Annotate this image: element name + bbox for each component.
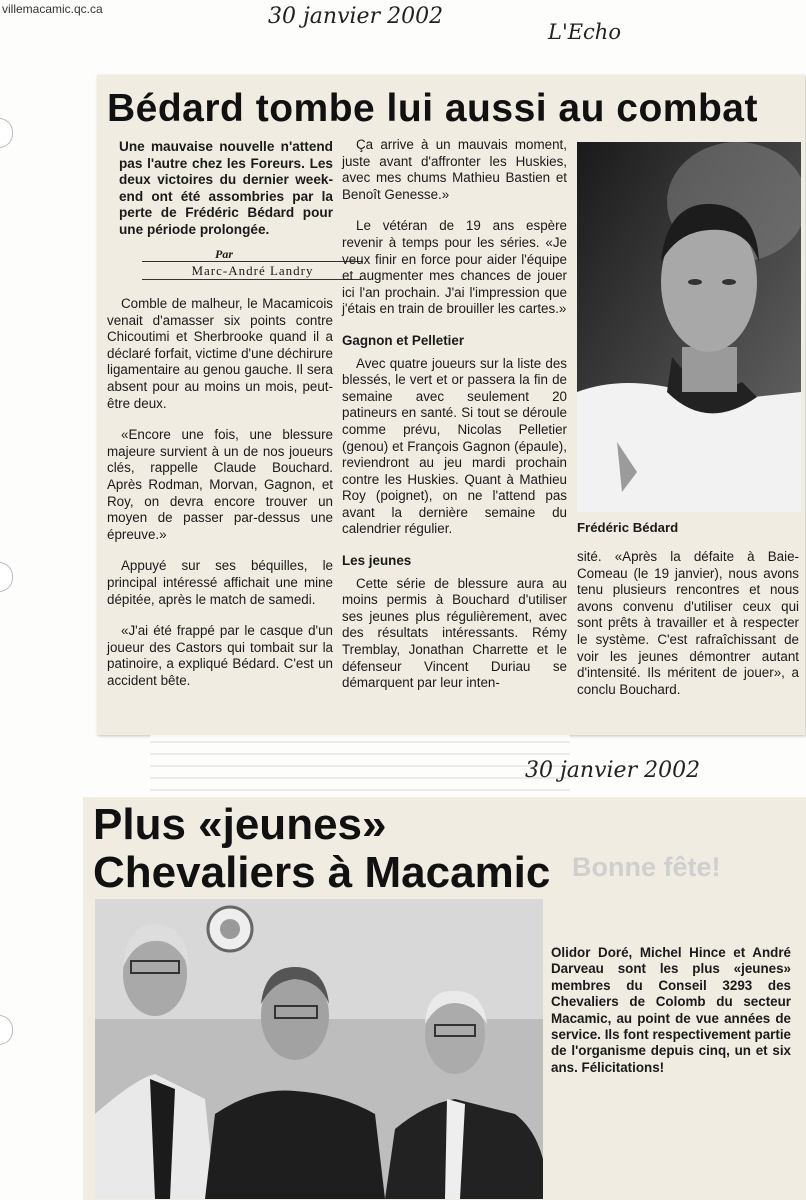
binder-hole <box>0 118 13 148</box>
article-column-2 <box>342 137 567 707</box>
article-clipping-bedard <box>97 75 805 735</box>
article-column-1 <box>107 139 333 239</box>
article-column-1-body <box>107 296 333 704</box>
byline: Marc-André Landry <box>142 261 363 280</box>
byline-prefix: Par <box>215 247 233 261</box>
paragraph: Le vétéran de 19 ans espère revenir à temps pour les séries. «Je veux finir en force pour aider l'équipe et augmenter mes chances de jouer ici l'an prochain. J'ai l'impression que j'étais en train de brouiller les cartes.» <box>342 218 567 317</box>
paragraph: Comble de malheur, le Macamicois venait d'amasser six points contre Chicoutimi et Sherbrooke quand il a déclaré forfait, victime d'une déchirure ligamentaire au genou gauche. Il sera absent pour au moins un mois, peut-être deux. <box>107 296 333 411</box>
article-lead: Une mauvaise nouvelle n'attend pas l'autre chez les Foreurs. Les deux victoires du dernier week-end ont été assombries par la perte de Frédéric Bédard pour une période prolongée. <box>119 139 333 237</box>
faded-bonne-fete: Bonne fête! <box>572 852 721 882</box>
article-headline <box>93 801 550 897</box>
group-photo-image <box>95 899 543 1199</box>
paragraph: «J'ai été frappé par le casque d'un joueur des Castors qui tombait sur la patinoire, a expliqué Bédard. C'est un accident bête. <box>107 623 333 688</box>
paragraph: sité. «Après la défaite à Baie-Comeau (le 19 janvier), nous avons tenu plusieurs rencontres et nous avons convenu d'utiliser ceux qui sont prêts à travailler et à respecter le système. C'est rafraîchissant de voir les jeunes démontrer autant d'intensité. Ils méritent de jouer», a conclu Bouchard. <box>577 549 799 697</box>
photo-caption: Frédéric Bédard <box>577 520 679 535</box>
paragraph: Ça arrive à un mauvais moment, juste avant d'affronter les Huskies, avec mes chums Mathieu Bastien et Benoît Genesse.» <box>342 137 567 202</box>
headline-line: Chevaliers à Macamic <box>93 848 551 897</box>
group-photo <box>95 899 543 1199</box>
faded-newsprint <box>150 735 570 805</box>
subheading: Les jeunes <box>342 553 412 569</box>
binder-hole <box>0 562 13 592</box>
article-column-3 <box>577 549 799 713</box>
player-portrait-image <box>577 142 801 512</box>
handwritten-date-middle: 30 janvier 2002 <box>525 758 701 783</box>
paragraph: Cette série de blessure aura au moins permis à Bouchard d'utiliser ses jeunes plus régulièrement, avec des résultats intéressants. Rémy Tremblay, Jonathan Charrette et le défenseur Vincent Duriau se démarquent par leur inten- <box>342 575 567 691</box>
handwritten-date-top: 30 janvier 2002 <box>268 4 444 29</box>
binder-hole <box>0 1015 13 1045</box>
photo-caption: Olidor Doré, Michel Hince et André Darveau sont les plus «jeunes» membres du Conseil 3293 des Chevaliers de Colomb du secteur Macamic, au point de vue années de service. Ils font respectivement partie de l'organisme depuis cinq, un et six ans. Félicitations! <box>551 945 791 1075</box>
paragraph: Avec quatre joueurs sur la liste des blessés, le vert et or passera la fin de semaine avec seulement 20 patineurs en santé. Si tout se déroule comme prévu, Nicolas Pelletier (genou) et François Gagnon (épaule), reviendront au jeu mardi prochain contre les Huskies. Quant à Mathieu Roy (poignet), on ne l'attend pas avant la dernière semaine du calendrier régulier. <box>342 355 567 537</box>
site-watermark: villemacamic.qc.ca <box>2 2 103 16</box>
subheading: Gagnon et Pelletier <box>342 332 465 348</box>
handwritten-newspaper-name: L'Echo <box>548 20 621 44</box>
paragraph: «Encore une fois, une blessure majeure survient à un de nos joueurs clés, rappelle Claude Bouchard. Après Rodman, Morvan, Gagnon, et Roy, on devra encore trouver un moyen de passer par-dessus une épreuve.» <box>107 427 333 542</box>
article-headline: Bédard tombe lui aussi au combat <box>107 87 758 130</box>
headline-line: Plus «jeunes» <box>93 800 387 849</box>
paragraph: Appuyé sur ses béquilles, le principal intéressé affichait une mine dépitée, après le match de samedi. <box>107 558 333 607</box>
